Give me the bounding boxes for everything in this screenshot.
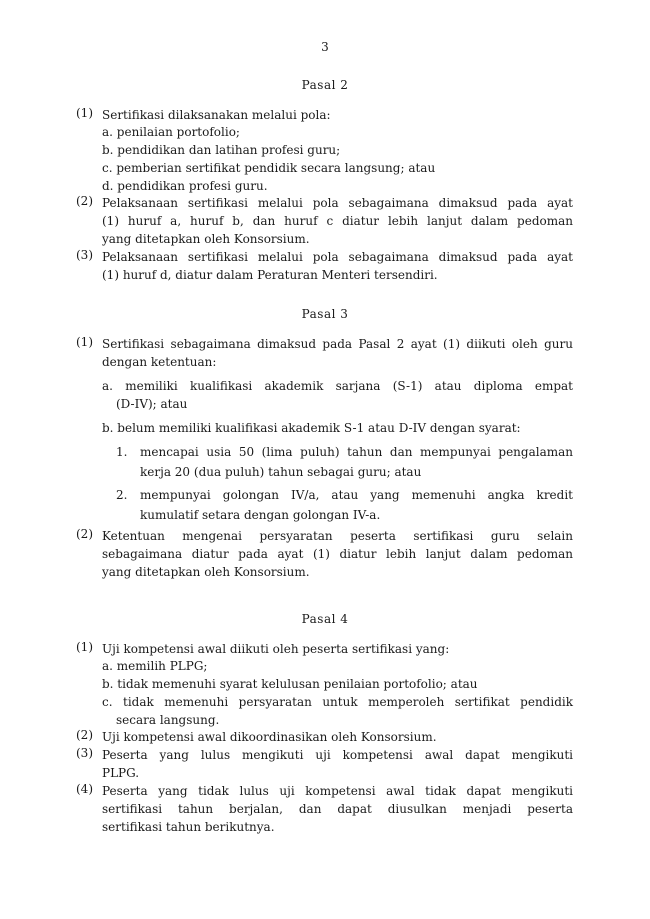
ayat-line: Pelaksanaan sertifikasi melalui pola sebagaimana dimaksud pada ayat [102,250,573,264]
ayat-line: Pelaksanaan sertifikasi melalui pola sebagaimana dimaksud pada ayat [102,196,573,210]
list-item-c: c. pemberian sertifikat pendidik secara langsung; atau [102,161,436,175]
pasal-3-ayat-1 [76,335,573,371]
ayat-number: (1) [76,106,93,120]
ayat-line: yang ditetapkan oleh Konsorsium. [102,565,310,579]
list-item-d: d. pendidikan profesi guru. [102,179,268,193]
pasal-4-heading: Pasal 4 [301,612,349,626]
pasal-4-ayat-1 [76,640,573,658]
ayat-line: sertifikasi tahun berikutnya. [102,820,275,834]
pasal-2-ayat-2 [76,194,573,248]
pasal-4-ayat-4 [76,782,573,836]
ayat-number: (4) [76,782,93,796]
list-line: a. memiliki kualifikasi akademik sarjana (S-1) atau diploma empat [102,379,573,393]
pasal-3-ayat-2 [76,527,573,581]
ayat-number: (2) [76,728,93,742]
ayat-text: Uji kompetensi awal dikoordinasikan oleh Konsorsium. [102,730,437,744]
ayat-line: dengan ketentuan: [102,355,217,369]
pasal-4-ayat-2 [76,728,573,746]
ayat-line: Peserta yang tidak lulus uji kompetensi awal tidak dapat mengikuti [102,784,573,798]
item-line: kerja 20 (dua puluh) tahun sebagai guru; atau [140,465,422,479]
page-number: 3 [321,40,329,54]
list-item-b: b. belum memiliki kualifikasi akademik S-1 atau D-IV dengan syarat: [102,421,521,435]
numbered-item-2 [116,485,573,525]
pasal-2-ayat-3 [76,248,573,284]
ayat-number: (1) [76,640,93,654]
item-number: 2. [116,488,128,502]
ayat-number: (2) [76,527,93,541]
list-item-a [102,377,573,413]
ayat-number: (2) [76,194,93,208]
item-line: kumulatif setara dengan golongan IV-a. [140,508,381,522]
list-item-c [102,693,573,729]
pasal-4-ayat-3 [76,746,573,782]
item-number: 1. [116,445,128,459]
ayat-line: yang ditetapkan oleh Konsorsium. [102,232,310,246]
list-item-b: b. pendidikan dan latihan profesi guru; [102,143,341,157]
ayat-line: sebagaimana diatur pada ayat (1) diatur lebih lanjut dalam pedoman [102,547,573,561]
list-line: c. tidak memenuhi persyaratan untuk memperoleh sertifikat pendidik [102,695,573,709]
ayat-line: Ketentuan mengenai persyaratan peserta sertifikasi guru selain [102,529,573,543]
item-line: mencapai usia 50 (lima puluh) tahun dan mempunyai pengalaman [140,445,573,459]
list-line: secara langsung. [116,713,220,727]
ayat-number: (3) [76,248,93,262]
item-line: mempunyai golongan IV/a, atau yang memenuhi angka kredit [140,488,573,502]
ayat-line: (1) huruf d, diatur dalam Peraturan Menteri tersendiri. [102,268,438,282]
list-item-a: a. penilaian portofolio; [102,125,240,139]
pasal-2-heading: Pasal 2 [301,78,349,92]
list-line: (D-IV); atau [116,397,188,411]
ayat-line: sertifikasi tahun berjalan, dan dapat diusulkan menjadi peserta [102,802,573,816]
ayat-number: (1) [76,335,93,349]
pasal-3-heading: Pasal 3 [301,307,349,321]
ayat-line: Peserta yang lulus mengikuti uji kompetensi awal dapat mengikuti [102,748,573,762]
list-item-b: b. tidak memenuhi syarat kelulusan penilaian portofolio; atau [102,677,478,691]
ayat-line: PLPG. [102,766,140,780]
numbered-item-1 [116,442,573,482]
ayat-line: (1) huruf a, huruf b, dan huruf c diatur lebih lanjut dalam pedoman [102,214,573,228]
ayat-line: Sertifikasi sebagaimana dimaksud pada Pasal 2 ayat (1) diikuti oleh guru [102,337,573,351]
ayat-number: (3) [76,746,93,760]
pasal-2-ayat-1 [76,106,573,124]
list-item-a: a. memilih PLPG; [102,659,208,673]
ayat-text: Sertifikasi dilaksanakan melalui pola: [102,108,331,122]
ayat-text: Uji kompetensi awal diikuti oleh peserta sertifikasi yang: [102,642,450,656]
